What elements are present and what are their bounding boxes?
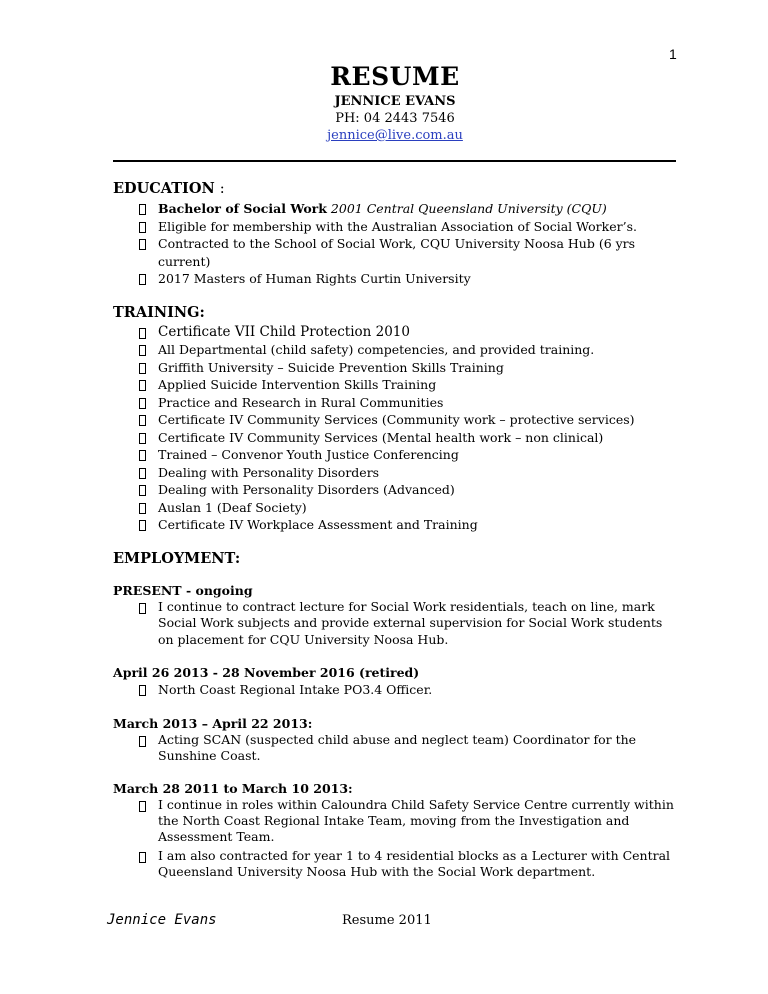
header-divider bbox=[113, 160, 676, 162]
list-item: Auslan 1 (Deaf Society) bbox=[113, 499, 678, 517]
list-item: I am also contracted for year 1 to 4 residential blocks as a Lecturer with Central Queensland University Noosa Hub with the Social Work department. bbox=[113, 848, 678, 880]
missing-glyph-bullet-icon bbox=[139, 274, 146, 285]
missing-glyph-bullet-icon bbox=[139, 685, 146, 696]
phone-number: PH: 04 2443 7546 bbox=[335, 111, 455, 126]
footer-signature: Jennice Evans bbox=[107, 912, 217, 928]
list-item: Dealing with Personality Disorders bbox=[113, 464, 678, 482]
list-item: Trained – Convenor Youth Justice Conferencing bbox=[113, 446, 678, 464]
list-item: Practice and Research in Rural Communities bbox=[113, 394, 678, 412]
employment-heading: EMPLOYMENT: bbox=[113, 549, 241, 567]
list-item: Bachelor of Social Work 2001 Central Queensland University (CQU) bbox=[113, 200, 678, 218]
list-item: Applied Suicide Intervention Skills Training bbox=[113, 376, 678, 394]
missing-glyph-bullet-icon bbox=[139, 520, 146, 531]
missing-glyph-bullet-icon bbox=[139, 222, 146, 233]
list-item: Certificate IV Community Services (Mental health work – non clinical) bbox=[113, 429, 678, 447]
employment-period-title: April 26 2013 - 28 November 2016 (retired) bbox=[113, 665, 420, 680]
missing-glyph-bullet-icon bbox=[139, 415, 146, 426]
missing-glyph-bullet-icon bbox=[139, 801, 146, 812]
missing-glyph-bullet-icon bbox=[139, 485, 146, 496]
missing-glyph-bullet-icon bbox=[139, 398, 146, 409]
training-list bbox=[113, 324, 678, 534]
list-item: Certificate IV Community Services (Community work – protective services) bbox=[113, 411, 678, 429]
employment-period-list bbox=[113, 681, 678, 699]
list-item: North Coast Regional Intake PO3.4 Officer. bbox=[113, 681, 678, 699]
resume-body bbox=[113, 178, 678, 880]
missing-glyph-bullet-icon bbox=[139, 736, 146, 747]
list-item: All Departmental (child safety) competencies, and provided training. bbox=[113, 341, 678, 359]
page-number: 1 bbox=[669, 46, 677, 62]
list-item: Dealing with Personality Disorders (Advanced) bbox=[113, 481, 678, 499]
missing-glyph-bullet-icon bbox=[139, 603, 146, 614]
list-item: 2017 Masters of Human Rights Curtin University bbox=[113, 270, 678, 288]
list-item: Eligible for membership with the Australian Association of Social Worker’s. bbox=[113, 218, 678, 236]
list-item: Certificate IV Workplace Assessment and Training bbox=[113, 516, 678, 534]
missing-glyph-bullet-icon bbox=[139, 204, 146, 215]
missing-glyph-bullet-icon bbox=[139, 328, 146, 339]
employment-period-title: March 28 2011 to March 10 2013: bbox=[113, 780, 353, 796]
missing-glyph-bullet-icon bbox=[139, 503, 146, 514]
email-link[interactable]: jennice@live.com.au bbox=[327, 128, 463, 143]
missing-glyph-bullet-icon bbox=[139, 345, 146, 356]
candidate-name: JENNICE EVANS bbox=[334, 94, 456, 109]
missing-glyph-bullet-icon bbox=[139, 852, 146, 863]
list-item: Griffith University – Suicide Prevention Skills Training bbox=[113, 359, 678, 377]
list-item: Certificate VII Child Protection 2010 bbox=[113, 324, 678, 342]
footer-label: Resume 2011 bbox=[342, 913, 432, 928]
missing-glyph-bullet-icon bbox=[139, 450, 146, 461]
list-item: I continue to contract lecture for Social Work residentials, teach on line, mark Social Work subjects and provide external supervision for Social Work students on placement for CQU University Noosa Hub. bbox=[113, 599, 678, 649]
employment-period-title: PRESENT - ongoing bbox=[113, 582, 253, 598]
missing-glyph-bullet-icon bbox=[139, 380, 146, 391]
list-item: Acting SCAN (suspected child abuse and neglect team) Coordinator for the Sunshine Coast. bbox=[113, 732, 678, 764]
employment-period-list bbox=[113, 732, 678, 764]
education-list bbox=[113, 200, 678, 288]
resume-header bbox=[0, 62, 768, 144]
missing-glyph-bullet-icon bbox=[139, 468, 146, 479]
employment-period-list bbox=[113, 599, 678, 649]
employment-period-list bbox=[113, 797, 678, 880]
missing-glyph-bullet-icon bbox=[139, 363, 146, 374]
list-item: I continue in roles within Caloundra Child Safety Service Centre currently within the North Coast Regional Intake Team, moving from the Investigation and Assessment Team. bbox=[113, 797, 678, 845]
employment-period-title: March 2013 – April 22 2013: bbox=[113, 715, 313, 731]
document-title: RESUME bbox=[330, 62, 460, 91]
missing-glyph-bullet-icon bbox=[139, 433, 146, 444]
list-item: Contracted to the School of Social Work, CQU University Noosa Hub (6 yrs current) bbox=[113, 235, 678, 270]
education-heading: EDUCATION : bbox=[113, 180, 225, 197]
training-heading: TRAINING: bbox=[113, 303, 205, 321]
missing-glyph-bullet-icon bbox=[139, 239, 146, 250]
